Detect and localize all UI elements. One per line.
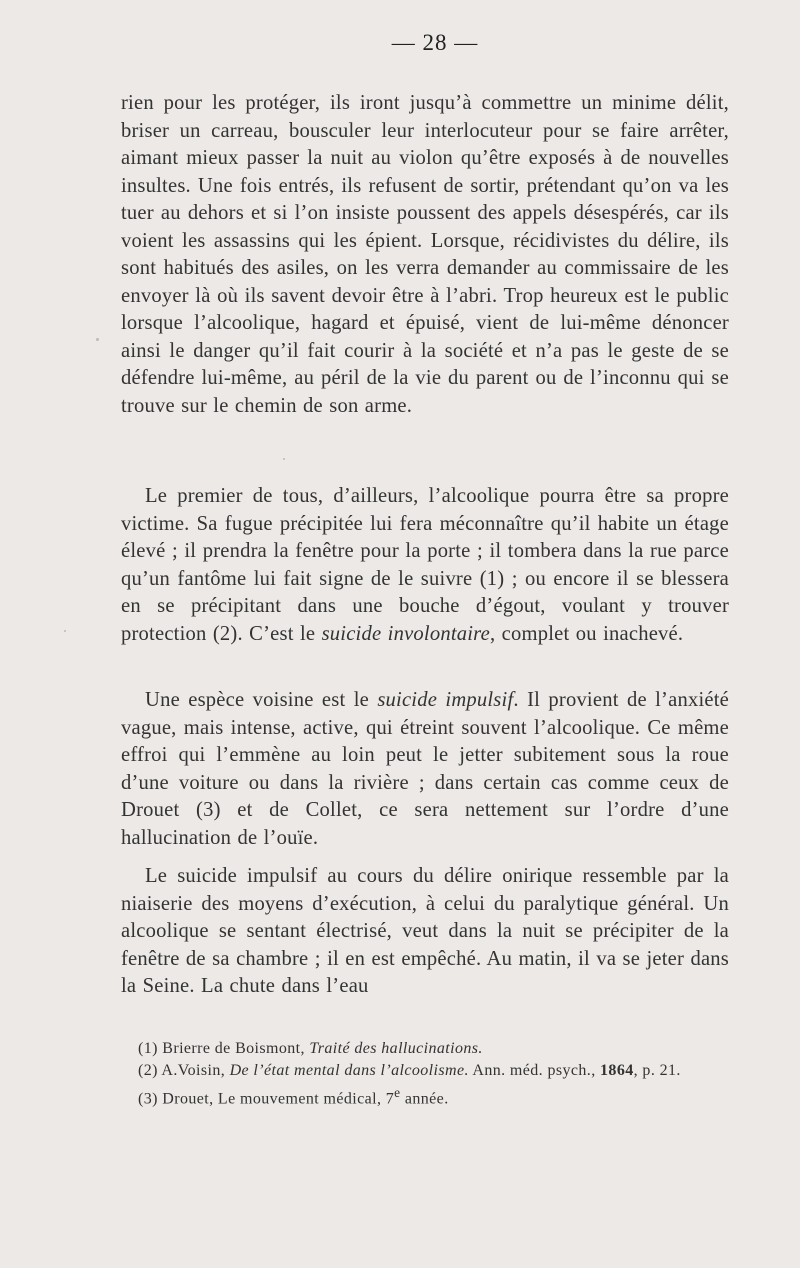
footnote-title: Traité des hallucinations. <box>309 1040 483 1057</box>
footnote-title: De l’état mental dans l’alcoolisme. <box>229 1062 469 1079</box>
footnote-marker: (2) <box>138 1062 158 1079</box>
paragraph-segment: Une espèce voisine est le <box>145 689 378 711</box>
paragraph-segment: Le premier de tous, d’ailleurs, l’alcoolique pourra être sa propre victime. Sa fugue précipitée lui fera méconnaître qu’il habite un étage élevé ; il prendra la fenêtre pour la porte ; il tombera dans la rue parce qu’un fantôme lui fait signe de le suivre (1) ; ou encore il se blessera en se précipitant dans une bouche d’égout, voulant y trouver protection (2). C’est le <box>121 485 729 645</box>
footnote-superscript: e <box>394 1085 401 1100</box>
paragraph-4 <box>121 863 729 1001</box>
emphasis-suicide-involontaire: suicide involontaire <box>321 622 490 645</box>
footnote-marker: (3) <box>138 1090 158 1108</box>
paragraph-segment: Le suicide impulsif au cours du délire onirique ressemble par la niaiserie des moyens d’exécution, à celui du paralytique général. Un alcoolique se sentant électrisé, veut dans la nuit se précipiter de la fenêtre de sa chambre ; il en est empêché. Au matin, il va se jeter dans la Seine. La chute dans l’eau <box>121 865 729 997</box>
paper-speck <box>64 630 66 632</box>
footnote-author: Drouet, Le mouvement médical, 7 <box>162 1090 395 1108</box>
paragraph-3 <box>121 687 729 852</box>
paragraph-text <box>121 863 729 1001</box>
footnote-marker: (1) <box>138 1040 158 1057</box>
footnote-2 <box>116 1060 730 1082</box>
page-number: — 28 — <box>391 30 479 55</box>
footnote-tail: année. <box>400 1090 449 1108</box>
paragraph-segment: . Il provient de l’anxiété vague, mais intense, active, qui étreint souvent l’alcoolique. Ce même effroi qui l’emmène au loin peut le jetter subitement sous la roue d’une voiture ou dans la rivière ; dans certain cas comme ceux de Drouet (3) et de Collet, ce sera nettement sur l’ordre d’une hallucination de l’ouïe. <box>121 689 729 849</box>
footnotes <box>116 1038 730 1110</box>
footnote-year: 1864 <box>600 1062 634 1079</box>
paragraph-segment: rien pour les protéger, ils iront jusqu’à commettre un minime délit, briser un carreau, bousculer leur interlocuteur pour se faire arrêter, aimant mieux passer la nuit au violon qu’être exposés à de nouvelles insultes. Une fois entrés, ils refusent de sortir, prétendant qu’on va les tuer au dehors et si l’on insiste poussent des appels désespérés, car ils voient les assassins qui les épient. Lorsque, récidivistes du délire, ils sont habitués des asiles, on les verra demander au commissaire de les envoyer là où ils savent devoir être à l’abri. Trop heureux est le public lorsque l’alcoolique, hagard et épuisé, vient de lui-même dénoncer ainsi le danger qu’il fait courir à la société et n’a pas le geste de se défendre lui-même, au péril de la vie du parent ou de l’inconnu qui se trouve sur le chemin de son arme. <box>121 92 729 417</box>
paper-speck <box>96 338 99 341</box>
footnote-pages: , p. 21. <box>633 1062 681 1079</box>
paper-speck <box>283 458 285 460</box>
emphasis-suicide-impulsif: suicide impulsif <box>377 689 514 711</box>
paragraph-1 <box>121 90 729 420</box>
paragraph-segment: , complet ou inachevé. <box>489 622 684 645</box>
paragraph-text <box>121 687 729 852</box>
footnote-source: Ann. méd. psych., <box>468 1062 601 1079</box>
footnote-author: A.Voisin, <box>161 1062 226 1079</box>
footnote-3 <box>116 1082 730 1110</box>
footnote-author: Brierre de Boismont, <box>162 1040 305 1057</box>
paragraph-text <box>121 90 729 420</box>
footnote-1 <box>116 1038 730 1060</box>
paragraph-text <box>121 483 729 648</box>
paragraph-2 <box>121 483 729 648</box>
